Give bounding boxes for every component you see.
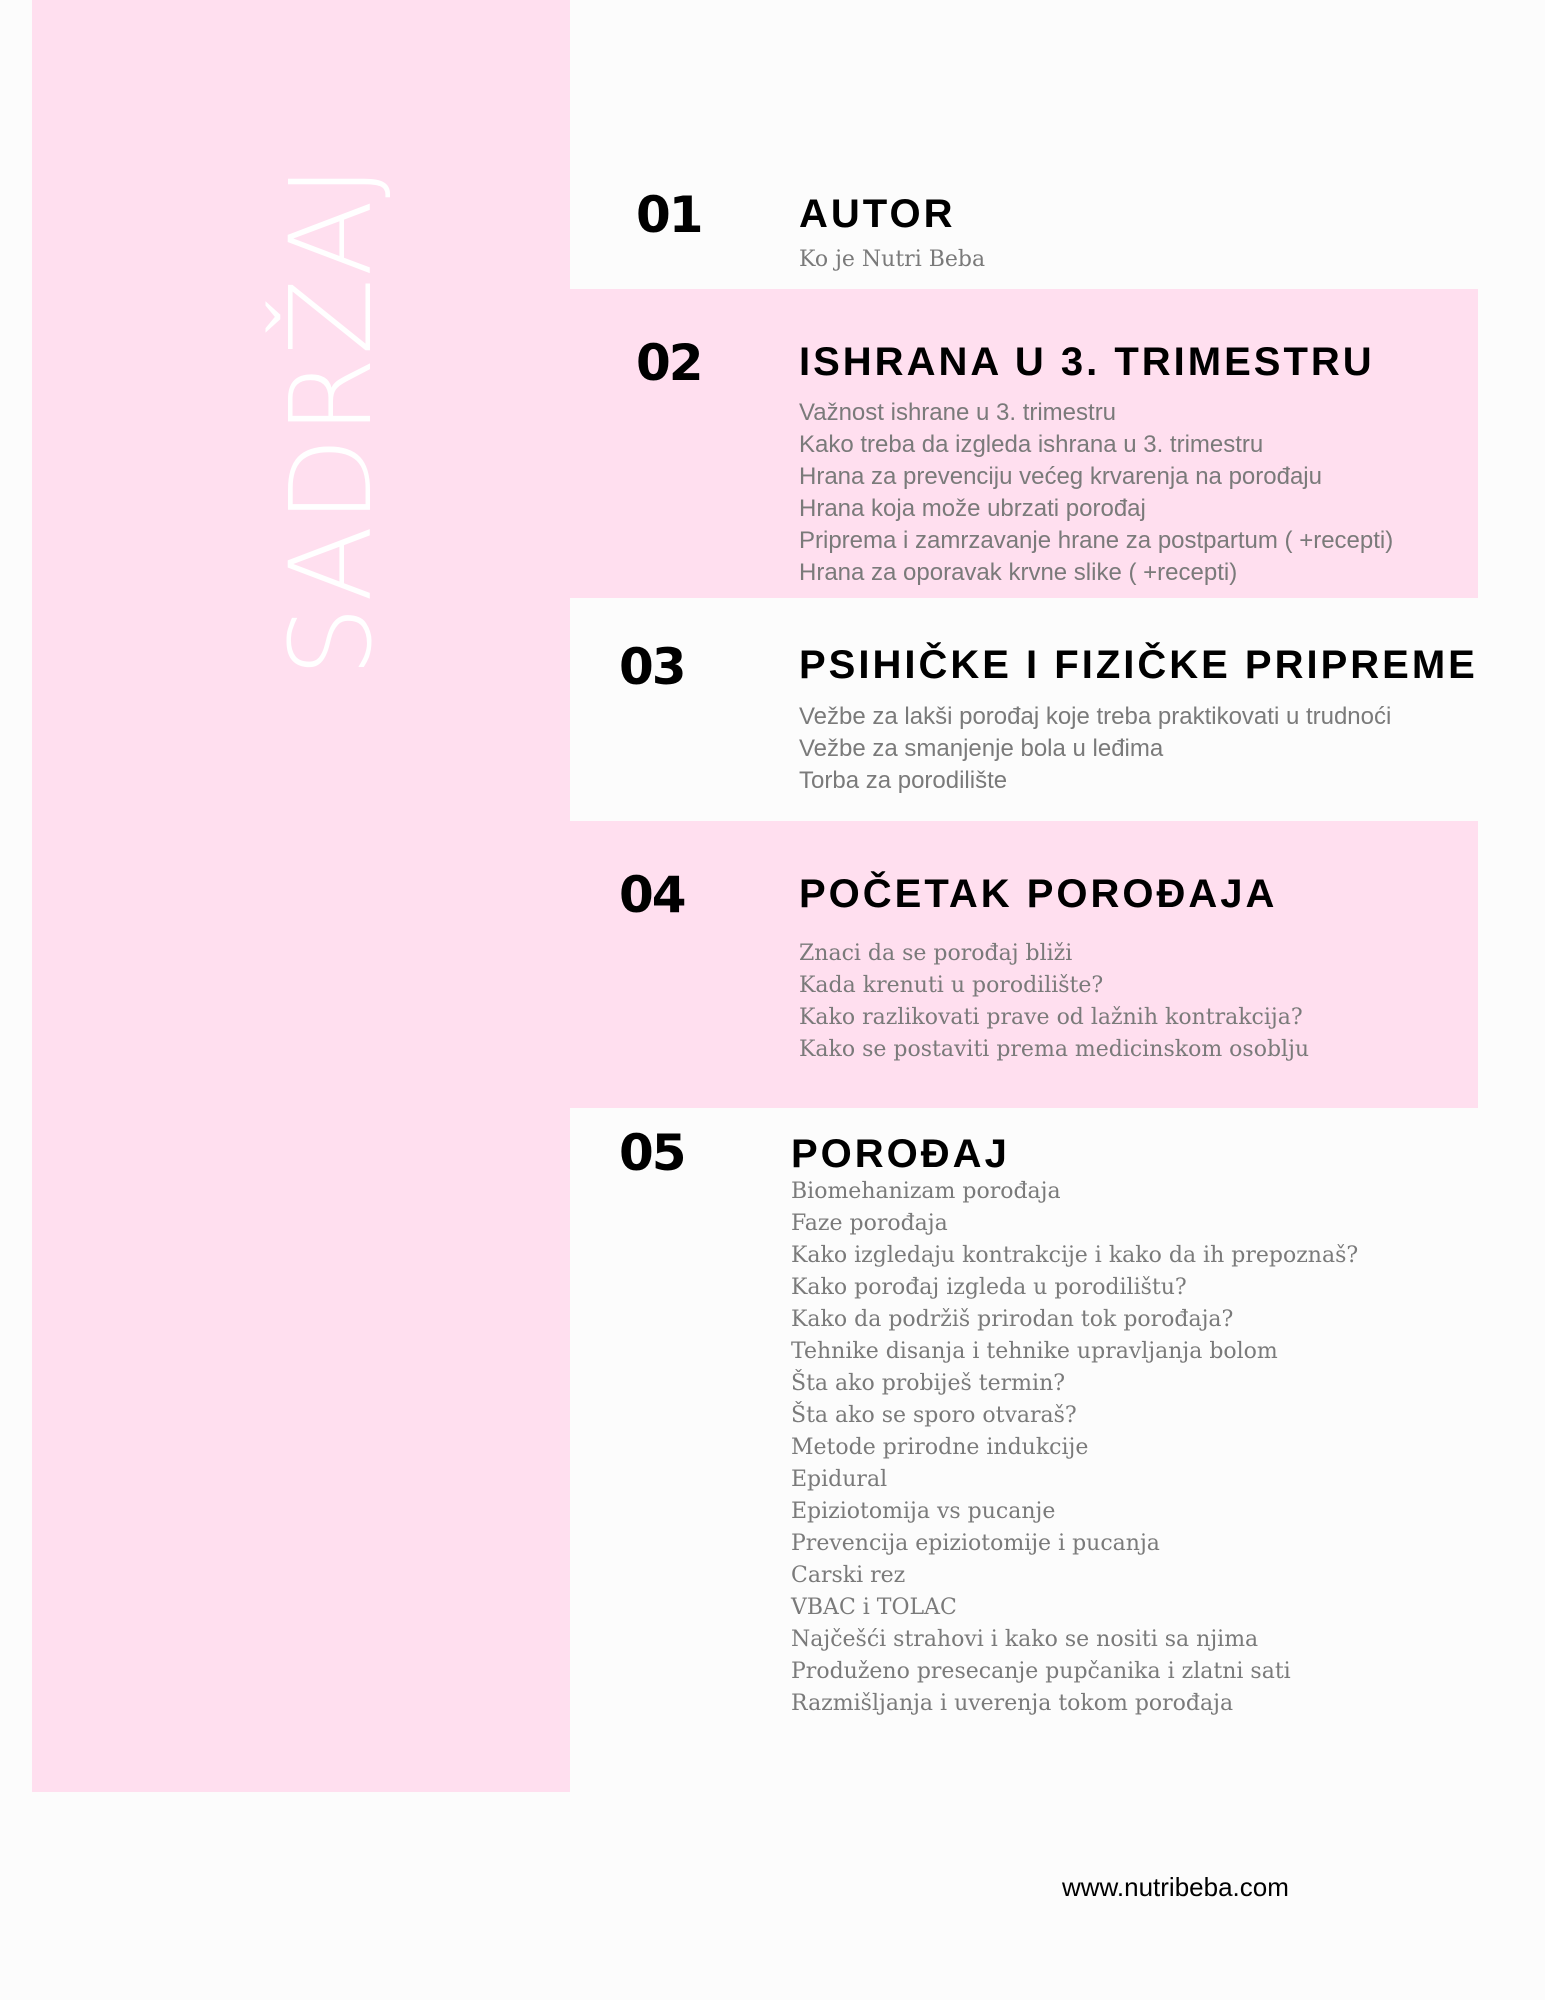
section-items xyxy=(799,244,985,276)
section-title: POROĐAJ xyxy=(791,1132,1010,1176)
list-item: Kako izgledaju kontrakcije i kako da ih prepoznaš? xyxy=(791,1243,1359,1268)
list-item: Šta ako probiješ termin? xyxy=(791,1371,1066,1396)
list-item: Faze porođaja xyxy=(791,1211,948,1236)
page-title: SADRŽAJ xyxy=(267,162,397,678)
list-item: Priprema i zamrzavanje hrane za postpartum ( +recepti) xyxy=(799,527,1394,554)
section-number: 02 xyxy=(636,334,702,392)
section-number: 04 xyxy=(619,866,685,924)
list-item: Hrana koja može ubrzati porođaj xyxy=(799,495,1146,522)
sidebar-panel xyxy=(32,0,570,1792)
list-item: Biomehanizam porođaja xyxy=(791,1179,1061,1204)
section-title: POČETAK POROĐAJA xyxy=(799,872,1278,916)
list-item: Carski rez xyxy=(791,1563,906,1588)
section-title: ISHRANA U 3. TRIMESTRU xyxy=(799,340,1375,384)
list-item: Kako razlikovati prave od lažnih kontrakcija? xyxy=(799,1005,1303,1030)
section-number: 03 xyxy=(619,638,685,696)
section-title: AUTOR xyxy=(799,192,956,236)
list-item: Produženo presecanje pupčanika i zlatni sati xyxy=(791,1659,1291,1684)
section-number: 05 xyxy=(619,1124,685,1182)
list-item: Metode prirodne indukcije xyxy=(791,1435,1089,1460)
list-item: Važnost ishrane u 3. trimestru xyxy=(799,399,1117,426)
list-item: Tehnike disanja i tehnike upravljanja bolom xyxy=(791,1339,1278,1364)
section-items xyxy=(799,938,1309,1066)
list-item: Najčešći strahovi i kako se nositi sa njima xyxy=(791,1627,1259,1652)
list-item: Epiziotomija vs pucanje xyxy=(791,1499,1056,1524)
section-number: 01 xyxy=(636,186,702,244)
list-item: Vežbe za lakši porođaj koje treba praktikovati u trudnoći xyxy=(799,703,1392,730)
list-item: Epidural xyxy=(791,1467,888,1492)
list-item: Torba za porodilište xyxy=(799,767,1008,794)
list-item: Prevencija epiziotomije i pucanja xyxy=(791,1531,1160,1556)
list-item: Hrana za prevenciju većeg krvarenja na porođaju xyxy=(799,463,1322,490)
section-items xyxy=(799,701,1391,797)
list-item: Razmišljanja i uverenja tokom porođaja xyxy=(791,1691,1234,1716)
website-link[interactable]: www.nutribeba.com xyxy=(1062,1872,1289,1902)
section-items xyxy=(791,1176,1358,1720)
section-title: PSIHIČKE I FIZIČKE PRIPREME xyxy=(799,643,1478,687)
list-item: Kako treba da izgleda ishrana u 3. trimestru xyxy=(799,431,1264,458)
list-item: Hrana za oporavak krvne slike ( +recepti) xyxy=(799,559,1238,586)
list-item: Kako se postaviti prema medicinskom osoblju xyxy=(799,1037,1310,1062)
list-item: Kako porođaj izgleda u porodilištu? xyxy=(791,1275,1187,1300)
section-items xyxy=(799,397,1393,589)
list-item: Ko je Nutri Beba xyxy=(799,247,986,272)
list-item: Šta ako se sporo otvaraš? xyxy=(791,1403,1077,1428)
list-item: Znaci da se porođaj bliži xyxy=(799,941,1073,966)
list-item: Kada krenuti u porodilište? xyxy=(799,973,1104,998)
list-item: Vežbe za smanjenje bola u leđima xyxy=(799,735,1164,762)
list-item: VBAC i TOLAC xyxy=(791,1595,957,1620)
list-item: Kako da podržiš prirodan tok porođaja? xyxy=(791,1307,1234,1332)
